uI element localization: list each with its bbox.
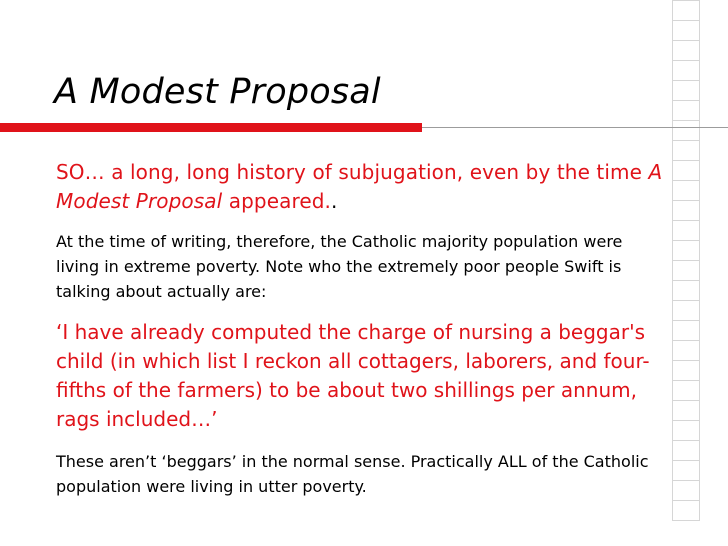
intro-italic-title: A Modest Proposal [56, 160, 663, 213]
title-underline-red-bar [0, 123, 422, 132]
context-paragraph: At the time of writing, therefore, the Catholic majority population were living in extreme poverty. Note who the extremely poor people Swift is talking about actually are: [56, 232, 623, 301]
intro-text-end: appeared. [222, 189, 332, 213]
quote-paragraph: ‘I have already computed the charge of nursing a beggar's child (in which list I reckon all cottagers, laborers, and four-fifths of the farmers) to be about two shillings per annum, rags included…’ [56, 320, 650, 431]
intro-paragraph [56, 158, 666, 216]
title-underline-grey-line [422, 127, 728, 128]
slide-title: A Modest Proposal [54, 72, 381, 112]
title-underline [0, 123, 728, 132]
intro-text: SO… a long, long history of subjugation, even by the time [56, 160, 649, 184]
intro-trailing-dot: . [331, 189, 338, 213]
decorative-grid [672, 0, 700, 546]
conclusion-paragraph: These aren’t ‘beggars’ in the normal sense. Practically ALL of the Catholic population were living in utter poverty. [56, 452, 649, 496]
